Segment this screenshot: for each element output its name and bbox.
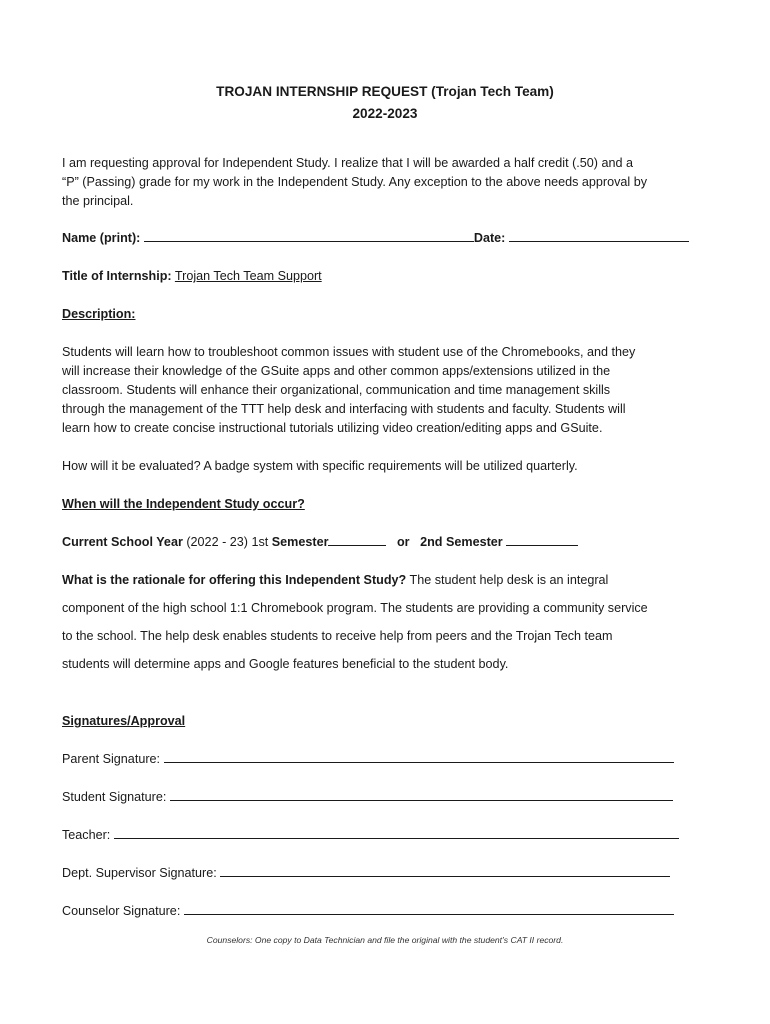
current-year-value: (2022 - 23) 1st [182,535,272,549]
intro-line-3: the principal. [62,194,134,208]
name-label: Name (print): [62,231,141,245]
document-title: TROJAN INTERNSHIP REQUEST (Trojan Tech Team) [216,84,554,99]
description-line-2: will increase their knowledge of the GSuite apps and other common apps/extensions utilized in the [62,364,611,378]
schedule-question: When will the Independent Study occur? [62,497,305,511]
semester2-label: 2nd Semester [420,535,503,549]
description-line-1: Students will learn how to troubleshoot common issues with student use of the Chromebooks, and they [62,345,636,359]
description-line-5: learn how to create concise instructional tutorials utilizing video creation/editing apps and GSuite. [62,421,603,435]
rationale-line-2: component of the high school 1:1 Chromebook program. The students are providing a community service [62,601,648,615]
intro-line-2: “P” (Passing) grade for my work in the Independent Study. Any exception to the above needs approval by [62,175,648,189]
teacher-signature-row [62,826,679,845]
supervisor-signature-label: Dept. Supervisor Signature: [62,866,217,880]
counselor-signature-field[interactable] [184,902,674,915]
rationale-line-1: What is the rationale for offering this Independent Study? The student help desk is an integral [62,573,609,587]
intro-line-1: I am requesting approval for Independent Study. I realize that I will be awarded a half credit (.50) and a [62,156,634,170]
teacher-signature-label: Teacher: [62,828,111,842]
internship-title-value: Trojan Tech Team Support [174,269,322,283]
supervisor-signature-field[interactable] [220,864,670,877]
date-field[interactable] [509,229,689,242]
date-label: Date: [473,231,506,245]
name-date-row [62,229,689,248]
student-signature-label: Student Signature: [62,790,167,804]
description-line-3: classroom. Students will enhance their organizational, communication and time management skills [62,383,611,397]
parent-signature-label: Parent Signature: [62,752,161,766]
teacher-signature-field[interactable] [114,826,679,839]
counselor-signature-label: Counselor Signature: [62,904,181,918]
counselor-signature-row [62,902,674,921]
semester1-field[interactable] [328,533,386,546]
or-label: or [396,535,410,549]
parent-signature-row [62,750,674,769]
parent-signature-field[interactable] [164,750,674,763]
student-signature-row [62,788,673,807]
name-field[interactable] [144,229,474,242]
footer-note: Counselors: One copy to Data Technician and file the original with the student’s CAT II record. [206,935,564,945]
document-year: 2022-2023 [352,106,418,121]
description-line-4: through the management of the TTT help desk and interfacing with students and faculty. Students will [62,402,626,416]
description-heading: Description: [62,307,136,321]
evaluation-text: How will it be evaluated? A badge system with specific requirements will be utilized quarterly. [62,459,578,473]
semester1-label: Semester [271,535,329,549]
supervisor-signature-row [62,864,670,883]
student-signature-field[interactable] [170,788,673,801]
internship-title-label: Title of Internship: [62,269,172,283]
rationale-question: What is the rationale for offering this Independent Study? [62,573,407,587]
internship-title-row [62,267,322,286]
semester2-field[interactable] [506,533,578,546]
semester-row [62,533,578,552]
signatures-heading: Signatures/Approval [62,714,186,728]
current-year-label: Current School Year [62,535,183,549]
rationale-line-3: to the school. The help desk enables students to receive help from peers and the Trojan Tech team [62,629,613,643]
rationale-line-4: students will determine apps and Google features beneficial to the student body. [62,657,509,671]
